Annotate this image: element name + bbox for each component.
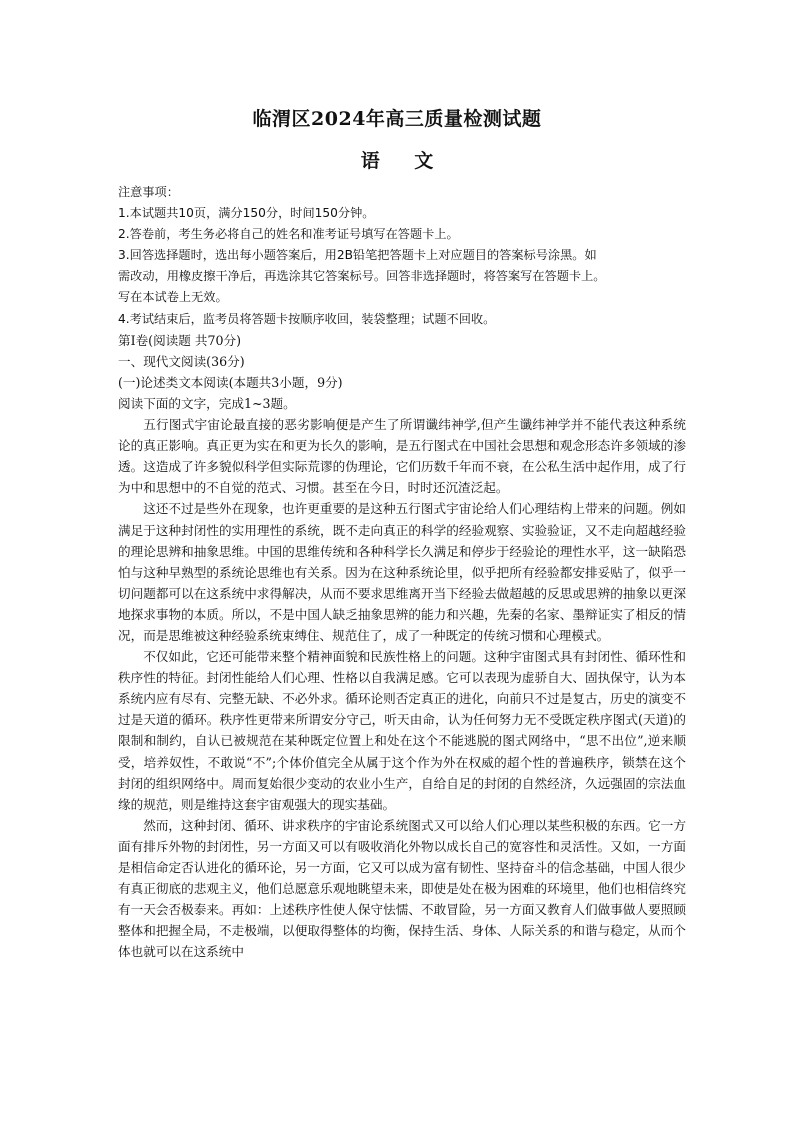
article-paragraph-2: 这还不过是些外在现象，也许更重要的是这种五行图式宇宙论给人们心理结构上带来的问题。例如满足于这种封闭性的实用理性的系统，既不走向真正的科学的经验观察、实验验证，又不走向超越经验的理论思辨和抽象思维。中国的思维传统和各种科学长久满足和停步于经验论的理性水平，这一缺陷恐怕与这种早熟型的系统论思维也有关系。因为在这种系统论里，似乎把所有经验都安排妥贴了，似乎一切问题都可以在这系统中求得解决，从而不要求思维离开当下经验去做超越的反思或思辨的抽象以更深地探求事物的本质。所以，不是中国人缺乏抽象思辨的能力和兴趣，先秦的名家、墨辩证实了相反的情况，而是思维被这种经验系统束缚住、规范住了，成了一种既定的传统习惯和心理模式。: [118, 501, 686, 643]
article-paragraph-4: 然而，这种封闭、循环、讲求秩序的宇宙论系统图式又可以给人们心理以某些积极的东西。它一方面有排斥外物的封闭性，另一方面又可以有吸收消化外物以成长自己的宽容性和灵活性。又如，一方面是相信命定否认进化的循环论，另一方面，它又可以成为富有韧性、坚持奋斗的信念基础，中国人很少有真正彻底的悲观主义，他们总愿意乐观地眺望未来，即使是处在极为困难的环境里，他们也相信终究有一天会否极泰来。再如：上述秩序性使人保守怯懦、不敢冒险，另一方面又教育人们做事做人要照顾整体和把握全局，不走极端，以便取得整体的均衡，保持生活、身体、人际关系的和谐与稳定，从而个体也就可以在这系统中: [118, 817, 686, 960]
note-item-3-line-3: 写在本试卷上无效。: [118, 290, 228, 305]
reading-instruction: 阅读下面的文字，完成1~3题。: [118, 395, 296, 411]
subject-title: 语 文: [360, 150, 448, 172]
exam-title: 临渭区2024年高三质量检测试题: [252, 108, 542, 130]
article-paragraph-3: 不仅如此，它还可能带来整个精神面貌和民族性格上的问题。这种宇宙图式具有封闭性、循环性和秩序性的特征。封闭性能给人们心理、性格以自我满足感。它可以表现为虚骄自大、固执保守，认为本系统内应有尽有、完整无缺、不必外求。循环论则否定真正的进化，向前只不过是复古，历史的演变不过是天道的循环。秩序性更带来所谓安分守己，听天由命，认为任何努力无不受既定秩序图式(天道)的限制和制约，自认已被规范在某种既定位置上和处在这个不能逃脱的图式网络中，“思不出位”,逆来顺受，培养奴性，不敢说“不”;个体价值完全从属于这个作为外在权威的超个性的普遍秩序，锁禁在这个封闭的组织网络中。周而复始很少变动的农业小生产，自给自足的封闭的自然经济，久远强固的宗法血缘的规范，则是维持这套宇宙观强大的现实基础。: [118, 649, 686, 812]
note-item-3-line-1: 3.回答选择题时，选出每小题答案后，用2B铅笔把答题卡上对应题目的答案标号涂黑。如: [118, 248, 597, 263]
note-item-4: 4.考试结束后，监考员将答题卡按顺序收回，装袋整理；试题不回收。: [118, 311, 496, 326]
part-heading: 一、现代文阅读(36分): [118, 353, 245, 369]
note-item-3-line-2: 需改动，用橡皮擦干净后，再选涂其它答案标号。回答非选择题时，将答案写在答题卡上。: [118, 269, 606, 284]
page-content: [118, 182, 686, 962]
article-body: [118, 414, 686, 962]
notes-heading: 注意事项：: [118, 185, 179, 199]
note-item-1: 1.本试题共10页，满分150分，时间150分钟。: [118, 206, 375, 221]
volume-heading: 第Ⅰ卷(阅读题 共70分): [118, 332, 241, 348]
article-paragraph-1: 五行图式宇宙论最直接的恶劣影响便是产生了所谓谶纬神学,但产生谶纬神学并不能代表这种系统论的真正影响。真正更为实在和更为长久的影响，是五行图式在中国社会思想和观念形态许多领域的渗透。这造成了许多貌似科学但实际荒谬的伪理论，它们历数千年而不衰，在公私生活中起作用，成了行为中和思想中的不自觉的范式、习惯。甚至在今日，时时还沉渣泛起。: [118, 417, 686, 496]
exam-notes: [118, 182, 686, 330]
subsection-heading: (一)论述类文本阅读(本题共3小题，9分): [118, 374, 343, 390]
note-item-2: 2.答卷前，考生务必将自己的姓名和准考证号填写在答题卡上。: [118, 227, 459, 242]
